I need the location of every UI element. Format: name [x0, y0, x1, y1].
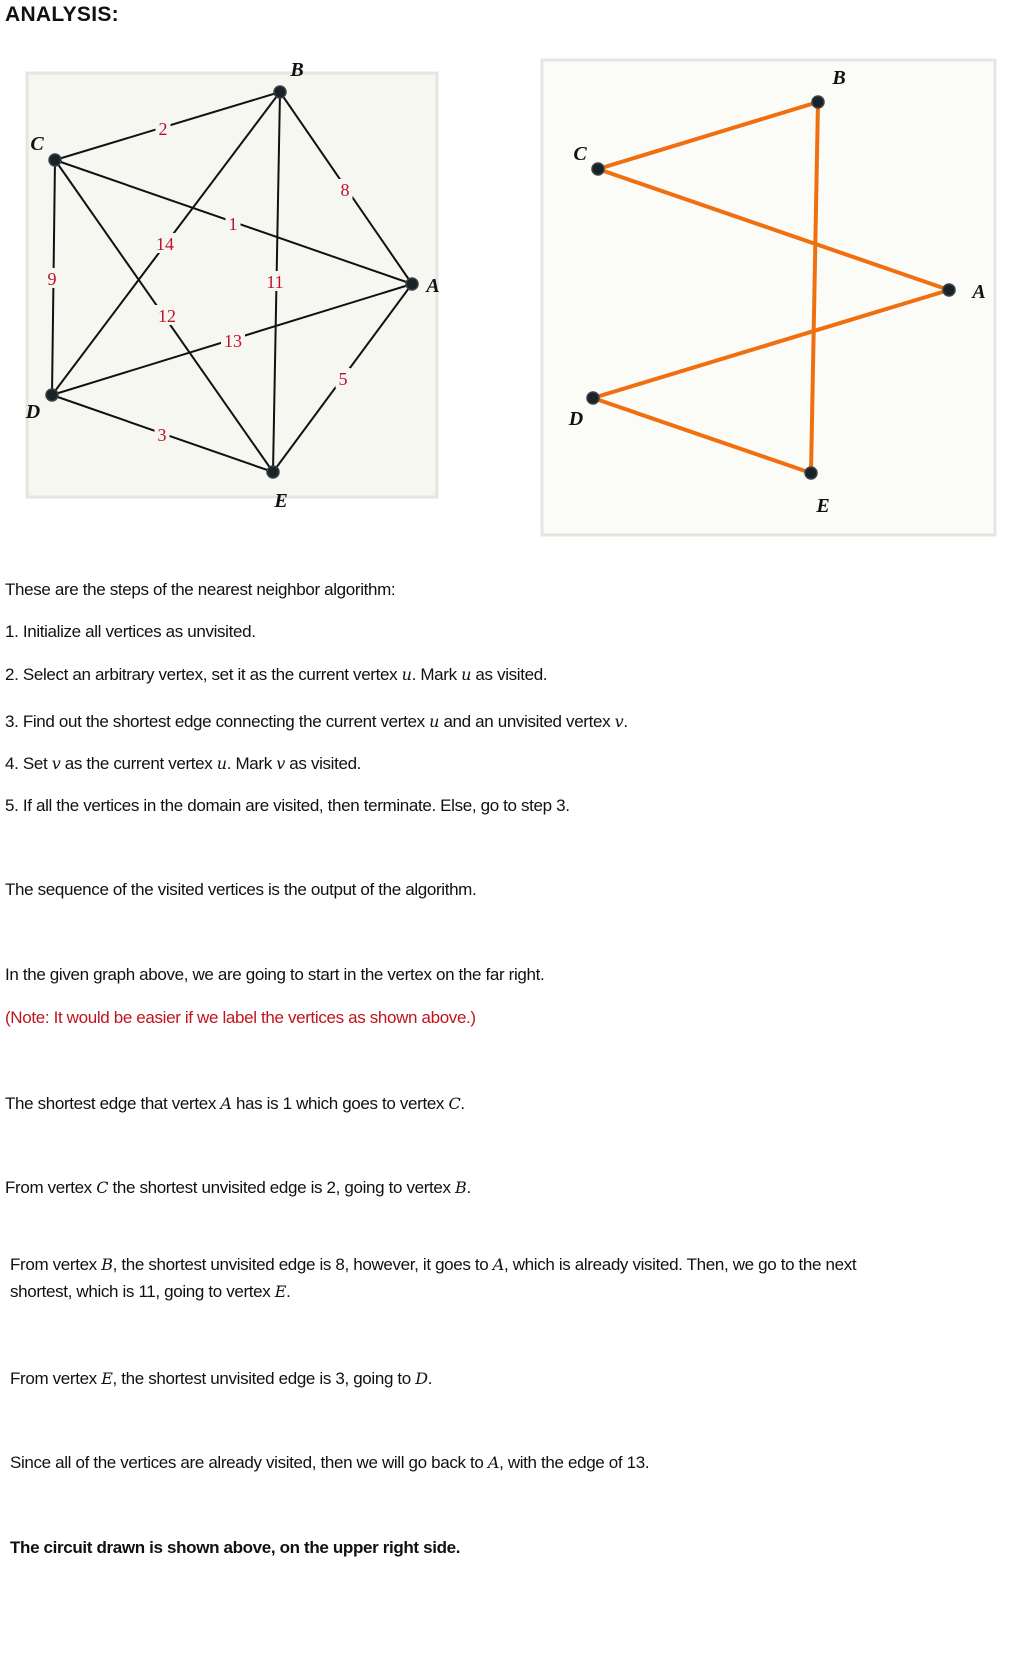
text-segment: the shortest unvisited edge is 2, going to vertex [108, 1178, 456, 1197]
edge-weight-label: 1 [228, 214, 238, 234]
text-line [10, 1369, 432, 1389]
math-variable: B [455, 1178, 467, 1197]
edge-weight-label: 13 [224, 331, 242, 351]
vertex-a [943, 284, 955, 296]
text-segment: , the shortest unvisited edge is 3, going to [112, 1369, 416, 1388]
math-variable: u [216, 754, 227, 773]
edge-weight-label: 11 [266, 272, 284, 292]
text-segment: 1. Initialize all vertices as unvisited. [5, 622, 256, 641]
math-variable: v [614, 712, 624, 731]
text-segment: as visited. [284, 754, 362, 773]
edge-weight-label: 2 [158, 119, 168, 139]
edge-weight-label: 9 [47, 269, 57, 289]
vertex-label: C [573, 143, 587, 165]
text-line [5, 1008, 476, 1028]
vertex-label: E [816, 495, 830, 517]
text-line [5, 796, 570, 816]
graph-frame [27, 73, 440, 497]
vertex-label: B [290, 59, 304, 81]
text-segment: shortest, which is 11, going to vertex [10, 1282, 275, 1301]
text-segment: From vertex [10, 1369, 102, 1388]
vertex-label: E [274, 490, 288, 512]
text-segment: 3. Find out the shortest edge connecting the current vertex [5, 712, 430, 731]
text-segment: 2. Select an arbitrary vertex, set it as the current vertex [5, 665, 402, 684]
text-segment: . [460, 1094, 465, 1113]
text-line [10, 1255, 856, 1275]
text-line [5, 580, 395, 600]
text-line [5, 712, 628, 732]
page-title: ANALYSIS: [5, 3, 119, 26]
math-variable: u [401, 665, 412, 684]
text-segment: . [286, 1282, 291, 1301]
vertex-e [805, 467, 817, 479]
math-variable: E [274, 1282, 287, 1301]
vertex-b [812, 96, 824, 108]
graphs [0, 0, 1024, 560]
text-line [5, 1094, 465, 1114]
text-segment: These are the steps of the nearest neighbor algorithm: [5, 580, 396, 599]
text-line [5, 665, 547, 685]
math-variable: A [492, 1255, 504, 1274]
text-line [5, 1178, 471, 1198]
text-segment: . [466, 1178, 471, 1197]
text-segment: The circuit drawn is shown above, on the upper right side. [10, 1538, 461, 1557]
text-line [10, 1282, 291, 1302]
text-segment: has is 1 which goes to vertex [231, 1094, 449, 1113]
text-segment: as visited. [471, 665, 548, 684]
edge-weight-label: 3 [157, 425, 167, 445]
text-segment: 5. If all the vertices in the domain are visited, then terminate. Else, go to step 3. [5, 796, 570, 815]
math-variable: v [276, 754, 285, 773]
text-segment: , which is already visited. Then, we go to the next [503, 1255, 857, 1274]
text-segment: . Mark [411, 665, 462, 684]
text-segment: From vertex [10, 1255, 102, 1274]
math-variable: u [461, 665, 472, 684]
text-segment: , with the edge of 13. [499, 1453, 650, 1472]
vertex-c [49, 154, 61, 166]
text-segment: 4. Set [5, 754, 52, 773]
text-segment: In the given graph above, we are going to start in the vertex on the far right. [5, 965, 545, 984]
vertex-d [587, 392, 599, 404]
math-variable: A [220, 1094, 232, 1113]
vertex-label: A [426, 275, 440, 297]
edge-weight-label: 5 [338, 369, 348, 389]
text-segment: . Mark [226, 754, 277, 773]
vertex-e [267, 466, 279, 478]
edge-weight-label: 8 [340, 180, 350, 200]
vertex-label: D [25, 401, 41, 423]
text-segment: and an unvisited vertex [439, 712, 615, 731]
text-segment: , the shortest unvisited edge is 8, however, it goes to [112, 1255, 493, 1274]
text-segment: From vertex [5, 1178, 97, 1197]
math-variable: v [51, 754, 61, 773]
circuit-graph [542, 60, 995, 535]
text-segment: The shortest edge that vertex [5, 1094, 221, 1113]
vertex-label: D [568, 408, 584, 430]
vertex-label: C [30, 133, 44, 155]
math-variable: E [101, 1369, 113, 1388]
text-segment: Since all of the vertices are already visited, then we will go back to [10, 1453, 488, 1472]
text-segment: as the current vertex [60, 754, 217, 773]
vertex-label: A [972, 281, 986, 303]
vertex-b [274, 86, 286, 98]
text-segment: . [623, 712, 628, 731]
text-segment: . [427, 1369, 433, 1388]
weighted-graph [25, 59, 440, 512]
vertex-d [46, 389, 58, 401]
edge-weight-label: 14 [156, 234, 174, 254]
text-segment: The sequence of the visited vertices is the output of the algorithm. [5, 880, 477, 899]
text-line [5, 965, 544, 985]
math-variable: u [429, 712, 440, 731]
text-line [10, 1538, 460, 1558]
text-line [10, 1453, 649, 1473]
vertex-a [406, 278, 418, 290]
vertex-c [592, 163, 604, 175]
vertex-label: B [832, 67, 846, 89]
math-variable: B [101, 1255, 113, 1274]
edge-weight-label: 12 [158, 306, 176, 326]
math-variable: A [487, 1453, 500, 1472]
text-line [5, 622, 256, 642]
text-segment: (Note: It would be easier if we label the vertices as shown above.) [5, 1008, 476, 1027]
text-line [5, 880, 476, 900]
math-variable: C [448, 1094, 461, 1113]
text-line [5, 754, 361, 774]
math-variable: C [96, 1178, 109, 1197]
math-variable: D [415, 1369, 428, 1388]
